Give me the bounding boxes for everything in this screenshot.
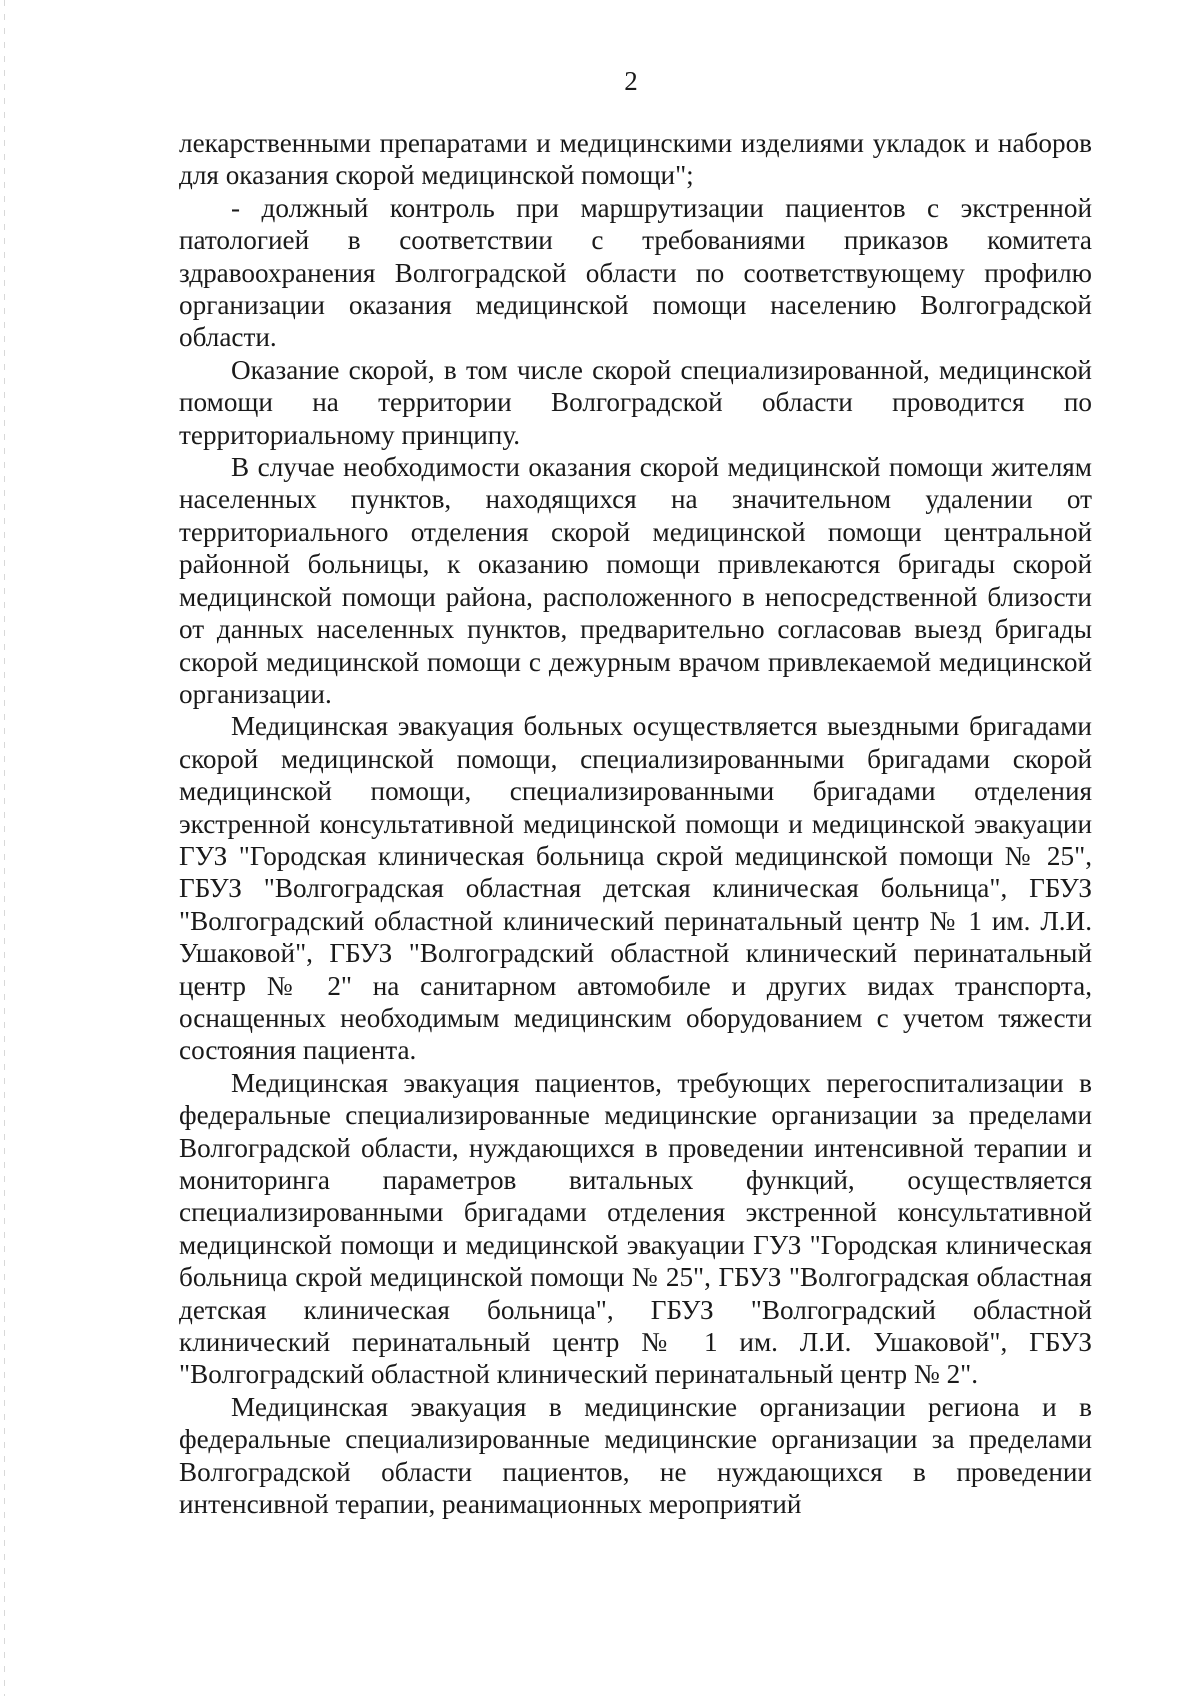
paragraph-remote-settlements: В случае необходимости оказания скорой медицинской помощи жителям населенных пунктов, находящихся на значительном удалении от территориального отделения скорой медицинской помощи центральной районной больницы, к оказанию помощи привлекаются бригады скорой медицинской помощи района, расположенного в непосредственной близости от данных населенных пунктов, предварительно согласовав выезд бригады скорой медицинской помощи с дежурным врачом привлекаемой медицинской организации. — [179, 452, 1092, 709]
paragraph-federal-transfer: Медицинская эвакуация пациентов, требующих перегоспитализации в федеральные специализированные медицинские организации за пределами Волгоградской области, нуждающихся в проведении интенсивной терапии и мониторинга параметров витальных функций, осуществляется специализированными бригадами отделения экстренной консультативной медицинской помощи и медицинской эвакуации ГУЗ "Городская клиническая больница скрой медицинской помощи № 25", ГБУЗ "Волгоградская областная детская клиническая больница", ГБУЗ "Волгоградский областной клинический перинатальный центр № 1 им. Л.И. Ушаковой", ГБУЗ "Волгоградский областной клинический перинатальный центр № 2". — [179, 1067, 1092, 1390]
paragraph-medical-evacuation: Медицинская эвакуация больных осуществляется выездными бригадами скорой медицинской помощи, специализированными бригадами скорой медицинской помощи, специализированными бригадами отделения экстренной консультативной медицинской помощи и медицинской эвакуации ГУЗ "Городская клиническая больница скрой медицинской помощи № 25", ГБУЗ "Волгоградская областная детская клиническая больница", ГБУЗ "Волгоградский областной клинический перинатальный центр № 1 им. Л.И. Ушаковой", ГБУЗ "Волгоградский областной клинический перинатальный центр № 2" на санитарном автомобиле и других видах транспорта, оснащенных необходимым медицинским оборудованием с учетом тяжести состояния пациента. — [179, 711, 1092, 1066]
scan-edge-mark — [4, 0, 5, 1696]
paragraph-territorial-principle: Оказание скорой, в том числе скорой специализированной, медицинской помощи на территории Волгоградской области проводится по территориальному принципу. — [179, 354, 1092, 450]
page-number: 2 — [624, 66, 638, 96]
paragraph-routing-control: - должный контроль при маршрутизации пациентов с экстренной патологией в соответствии с требованиями приказов комитета здравоохранения Волгоградской области по соответствующему профилю организации оказания медицинской помощи населению Волгоградской области. — [179, 192, 1092, 353]
paragraph-continuation: лекарственными препаратами и медицинскими изделиями укладок и наборов для оказания скорой медицинской помощи"; — [179, 128, 1092, 191]
document-body — [179, 127, 1092, 1520]
paragraph-regional-evacuation: Медицинская эвакуация в медицинские организации региона и в федеральные специализированные медицинские организации за пределами Волгоградской области пациентов, не нуждающихся в проведении интенсивной терапии, реанимационных мероприятий — [179, 1391, 1092, 1520]
